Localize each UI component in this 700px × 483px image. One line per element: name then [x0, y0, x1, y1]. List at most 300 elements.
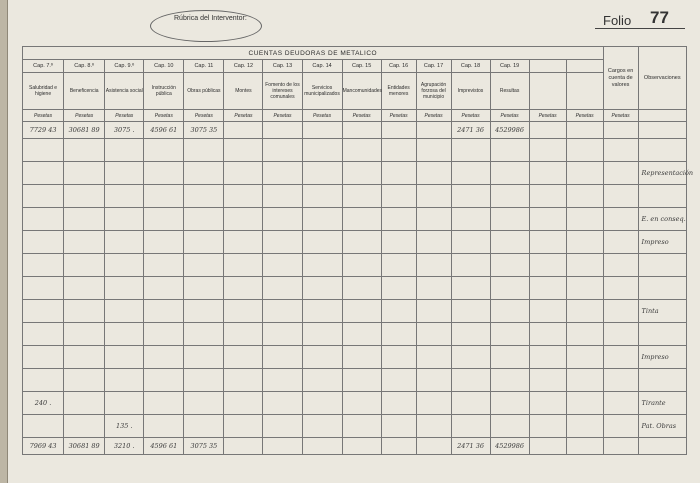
observaciones-cell: [638, 139, 686, 162]
ledger-cell: [105, 300, 144, 323]
ledger-cell: [451, 415, 490, 438]
ledger-cell: [566, 231, 603, 254]
ledger-cell: [105, 139, 144, 162]
cargos-cell: [603, 185, 638, 208]
ledger-cell: [490, 392, 529, 415]
ledger-cell: [451, 277, 490, 300]
ledger-cell: [302, 231, 342, 254]
ledger-cell: [184, 277, 224, 300]
ledger-cell: [342, 438, 381, 455]
ledger-cell: [184, 300, 224, 323]
ledger-cell: [416, 208, 451, 231]
ledger-cell: [184, 139, 224, 162]
chapter-description: Mancomunidades: [342, 73, 381, 110]
ledger-cell: [451, 139, 490, 162]
ledger-cell: [381, 277, 416, 300]
ledger-cell: [263, 122, 302, 139]
ledger-cell: [302, 122, 342, 139]
ledger-cell: [184, 346, 224, 369]
ledger-cell: [184, 162, 224, 185]
table-row: [23, 185, 687, 208]
ledger-cell: [302, 185, 342, 208]
ledger-cell: [342, 208, 381, 231]
ledger-cell: [490, 369, 529, 392]
unit-label: Pesetas: [529, 110, 566, 122]
ledger-cell: [224, 254, 263, 277]
observaciones-cell: [638, 323, 686, 346]
ledger-cell: [184, 231, 224, 254]
chapter-description: [566, 73, 603, 110]
unit-label: Pesetas: [23, 110, 64, 122]
ledger-cell: [263, 162, 302, 185]
cargos-cell: [603, 162, 638, 185]
ledger-cell: [451, 185, 490, 208]
cargos-cell: [603, 415, 638, 438]
ledger-cell: [64, 139, 105, 162]
ledger-cell: 2471 36: [451, 438, 490, 455]
ledger-cell: [105, 231, 144, 254]
ledger-cell: [105, 392, 144, 415]
chapter-label: Cap. 12: [224, 60, 263, 73]
ledger-cell: [302, 208, 342, 231]
ledger-cell: 4596 61: [144, 438, 184, 455]
cargos-cell: [603, 231, 638, 254]
chapter-description: Resultas: [490, 73, 529, 110]
ledger-cell: [381, 438, 416, 455]
table-row: [23, 254, 687, 277]
table-row: [23, 277, 687, 300]
chapter-label: Cap. 13: [263, 60, 302, 73]
ledger-cell: [263, 438, 302, 455]
cargos-cell: [603, 122, 638, 139]
ledger-cell: [23, 369, 64, 392]
cargos-cell: [603, 300, 638, 323]
cargos-header: Cargos en cuenta de valores: [603, 47, 638, 110]
ledger-cell: [64, 277, 105, 300]
ledger-cell: [224, 323, 263, 346]
chapter-label: Cap. 18: [451, 60, 490, 73]
total-row: [23, 438, 687, 455]
ledger-cell: [184, 185, 224, 208]
ledger-cell: [302, 139, 342, 162]
ledger-cell: [263, 369, 302, 392]
ledger-cell: [263, 415, 302, 438]
chapter-label: [566, 60, 603, 73]
ledger-cell: [64, 346, 105, 369]
ledger-cell: 30681 89: [64, 438, 105, 455]
ledger-cell: [105, 323, 144, 346]
chapter-label: Cap. 17: [416, 60, 451, 73]
ledger-cell: [263, 185, 302, 208]
observaciones-cell: Impreso: [638, 346, 686, 369]
ledger-cell: [64, 208, 105, 231]
unit-label: Pesetas: [263, 110, 302, 122]
ledger-cell: [490, 162, 529, 185]
ledger-cell: [381, 392, 416, 415]
ledger-cell: [529, 300, 566, 323]
chapter-label: [529, 60, 566, 73]
ledger-cell: [490, 254, 529, 277]
ledger-cell: 30681 89: [64, 122, 105, 139]
observaciones-cell: [638, 369, 686, 392]
ledger-cell: [529, 122, 566, 139]
chapter-label: Cap. 9.º: [105, 60, 144, 73]
ledger-cell: [342, 254, 381, 277]
binding-edge: [0, 0, 8, 483]
ledger-cell: [64, 392, 105, 415]
ledger-cell: [23, 277, 64, 300]
ledger-cell: [529, 392, 566, 415]
ledger-cell: [23, 139, 64, 162]
chapter-label: Cap. 10: [144, 60, 184, 73]
ledger-table: [22, 46, 694, 455]
ledger-cell: [144, 185, 184, 208]
ledger-cell: [144, 415, 184, 438]
table-row: [23, 139, 687, 162]
ledger-cell: 2471 36: [451, 122, 490, 139]
folio-number: 77: [650, 8, 669, 27]
ledger-cell: [144, 231, 184, 254]
ledger-cell: [416, 162, 451, 185]
unit-label: Pesetas: [566, 110, 603, 122]
ledger-cell: [224, 208, 263, 231]
cargos-cell: [603, 346, 638, 369]
ledger-cell: [224, 122, 263, 139]
ledger-cell: [451, 392, 490, 415]
table-row: [23, 208, 687, 231]
ledger-cell: [381, 139, 416, 162]
unit-row: [23, 110, 687, 122]
ledger-cell: [302, 254, 342, 277]
ledger-cell: [342, 185, 381, 208]
ledger-cell: [224, 231, 263, 254]
ledger-cell: [566, 122, 603, 139]
ledger-cell: [566, 185, 603, 208]
ledger-cell: [263, 231, 302, 254]
unit-label: Pesetas: [302, 110, 342, 122]
ledger-cell: [263, 392, 302, 415]
ledger-cell: [302, 438, 342, 455]
table-row: [23, 323, 687, 346]
cargos-cell: [603, 208, 638, 231]
chapter-label: Cap. 19: [490, 60, 529, 73]
ledger-cell: [416, 415, 451, 438]
table-row: [23, 162, 687, 185]
ledger-cell: [342, 122, 381, 139]
chapter-label: Cap. 11: [184, 60, 224, 73]
ledger-cell: [490, 208, 529, 231]
ledger-cell: [566, 162, 603, 185]
ledger-cell: [529, 346, 566, 369]
observaciones-header: Observaciones: [638, 47, 686, 110]
chapter-label: Cap. 8.º: [64, 60, 105, 73]
ledger-cell: [566, 208, 603, 231]
ledger-cell: [381, 323, 416, 346]
ledger-cell: [263, 139, 302, 162]
ledger-cell: [566, 277, 603, 300]
ledger-cell: [490, 415, 529, 438]
observaciones-unit-cell: [638, 110, 686, 122]
ledger-cell: [144, 323, 184, 346]
ledger-cell: [416, 254, 451, 277]
ledger-cell: [105, 346, 144, 369]
ledger-cell: [23, 185, 64, 208]
chapter-description: Asistencia social: [105, 73, 144, 110]
unit-label: Pesetas: [224, 110, 263, 122]
ledger-cell: [144, 277, 184, 300]
ledger-cell: [23, 415, 64, 438]
observaciones-cell: [638, 122, 686, 139]
ledger-cell: [342, 162, 381, 185]
ledger-cell: [23, 323, 64, 346]
ledger-cell: [224, 438, 263, 455]
ledger-cell: [490, 139, 529, 162]
ledger-cell: [105, 208, 144, 231]
ledger-cell: [566, 346, 603, 369]
ledger-cell: [529, 185, 566, 208]
ledger-cell: [263, 300, 302, 323]
chapter-label: Cap. 14: [302, 60, 342, 73]
unit-label: Pesetas: [184, 110, 224, 122]
ledger-cell: [302, 323, 342, 346]
ledger-cell: [342, 300, 381, 323]
chapter-description: Montes: [224, 73, 263, 110]
ledger-cell: [144, 162, 184, 185]
ledger-cell: [451, 346, 490, 369]
chapter-description: Imprevistos: [451, 73, 490, 110]
ledger-cell: [381, 162, 416, 185]
ledger-cell: [342, 392, 381, 415]
unit-label: Pesetas: [490, 110, 529, 122]
ledger-cell: [416, 369, 451, 392]
chapter-description: Instrucción pública: [144, 73, 184, 110]
table-row: [23, 231, 687, 254]
ledger-cell: [566, 254, 603, 277]
ledger-cell: [184, 392, 224, 415]
cargos-cell: [603, 323, 638, 346]
ledger-cell: [64, 162, 105, 185]
ledger-cell: [416, 300, 451, 323]
ledger-cell: [451, 300, 490, 323]
ledger-cell: [342, 369, 381, 392]
ledger-cell: [566, 323, 603, 346]
table-row: [23, 392, 687, 415]
ledger-cell: [64, 415, 105, 438]
ledger-cell: [224, 369, 263, 392]
cargos-cell: [603, 254, 638, 277]
ledger-cell: [381, 254, 416, 277]
ledger-cell: [416, 122, 451, 139]
ledger-cell: [144, 300, 184, 323]
ledger-cell: [529, 162, 566, 185]
ledger-cell: [224, 300, 263, 323]
ledger-cell: [144, 254, 184, 277]
ledger-cell: [529, 323, 566, 346]
chapter-label: Cap. 7.º: [23, 60, 64, 73]
ledger-cell: [529, 438, 566, 455]
ledger-cell: [105, 254, 144, 277]
ledger-body: [23, 122, 694, 455]
ledger-cell: [342, 231, 381, 254]
ledger-cell: [64, 231, 105, 254]
ledger-cell: [566, 139, 603, 162]
ledger-cell: [416, 277, 451, 300]
table-row: [23, 346, 687, 369]
chapter-label: Cap. 15: [342, 60, 381, 73]
ledger-cell: [381, 415, 416, 438]
ledger-cell: [64, 300, 105, 323]
ledger-cell: [490, 346, 529, 369]
chapter-description: Obras públicas: [184, 73, 224, 110]
ledger-cell: [566, 300, 603, 323]
ledger-cell: [302, 346, 342, 369]
ledger-cell: 240 .: [23, 392, 64, 415]
unit-label: Pesetas: [381, 110, 416, 122]
title-row: [23, 47, 687, 60]
ledger-cell: [144, 392, 184, 415]
table-row: [23, 122, 687, 139]
ledger-cell: [490, 185, 529, 208]
ledger-cell: [184, 254, 224, 277]
unit-label: Pesetas: [144, 110, 184, 122]
chapter-description: Agrupación forzosa del municipio: [416, 73, 451, 110]
ledger-cell: [184, 208, 224, 231]
ledger-cell: [566, 392, 603, 415]
ledger-cell: [23, 254, 64, 277]
ledger-cell: [416, 323, 451, 346]
ledger-cell: [302, 277, 342, 300]
ledger-cell: [451, 369, 490, 392]
observaciones-cell: Impreso: [638, 231, 686, 254]
ledger-cell: [381, 300, 416, 323]
ledger-cell: [451, 162, 490, 185]
ledger-cell: [105, 162, 144, 185]
ledger-cell: [224, 139, 263, 162]
ledger-cell: [302, 162, 342, 185]
ledger-cell: [263, 346, 302, 369]
ledger-cell: [23, 300, 64, 323]
chapter-description: Servicios municipalizados: [302, 73, 342, 110]
ledger-cell: [566, 438, 603, 455]
ledger-cell: [184, 415, 224, 438]
ledger-cell: [144, 346, 184, 369]
ledger-cell: [490, 231, 529, 254]
ledger-cell: [263, 254, 302, 277]
ledger-cell: [342, 415, 381, 438]
ledger-cell: [23, 162, 64, 185]
description-row: [23, 73, 687, 110]
ledger-cell: [381, 346, 416, 369]
ledger-cell: [416, 346, 451, 369]
ledger-cell: [566, 369, 603, 392]
ledger-cell: [224, 162, 263, 185]
ledger-cell: [224, 346, 263, 369]
folio-label: Folio: [603, 13, 632, 28]
ledger-cell: 4529986: [490, 122, 529, 139]
ledger-cell: [451, 323, 490, 346]
ledger-cell: [381, 122, 416, 139]
ledger-cell: [529, 139, 566, 162]
cargos-cell: [603, 392, 638, 415]
chapter-row: [23, 60, 687, 73]
unit-label: Pesetas: [105, 110, 144, 122]
ledger-cell: [381, 231, 416, 254]
ledger-cell: 3075 35: [184, 122, 224, 139]
ledger-cell: [144, 139, 184, 162]
ledger-cell: [451, 208, 490, 231]
ledger-cell: [529, 254, 566, 277]
ledger-cell: 7729 43: [23, 122, 64, 139]
observaciones-cell: Pat. Obras: [638, 415, 686, 438]
chapter-description: Beneficencia: [64, 73, 105, 110]
ledger-cell: [302, 369, 342, 392]
ledger-cell: [451, 254, 490, 277]
ledger-cell: [490, 300, 529, 323]
ledger-cell: 3075 .: [105, 122, 144, 139]
ledger-cell: [224, 415, 263, 438]
ledger-cell: [23, 346, 64, 369]
ledger-cell: [64, 369, 105, 392]
ledger-cell: [566, 415, 603, 438]
ledger-cell: [490, 277, 529, 300]
ledger-cell: [342, 277, 381, 300]
observaciones-cell: E. en conseq.: [638, 208, 686, 231]
ledger-cell: [105, 185, 144, 208]
cargos-cell: [603, 369, 638, 392]
ledger-cell: [451, 231, 490, 254]
ledger-cell: [224, 185, 263, 208]
ledger-cell: [342, 346, 381, 369]
folio-underline: [595, 28, 685, 29]
ledger-cell: [23, 231, 64, 254]
observaciones-cell: [638, 277, 686, 300]
ledger-cell: [263, 208, 302, 231]
ledger-cell: [529, 277, 566, 300]
ledger-cell: [105, 277, 144, 300]
cargos-unit-label: Pesetas: [603, 110, 638, 122]
ledger-cell: 7969 43: [23, 438, 64, 455]
ledger-cell: 4596 61: [144, 122, 184, 139]
observaciones-cell: [638, 438, 686, 455]
ledger-cell: 3210 .: [105, 438, 144, 455]
ledger-cell: [342, 139, 381, 162]
observaciones-cell: Representación: [638, 162, 686, 185]
ledger-cell: [144, 208, 184, 231]
ledger-cell: [224, 277, 263, 300]
ledger-cell: [64, 254, 105, 277]
ledger-cell: [342, 323, 381, 346]
ledger-cell: [105, 369, 144, 392]
ledger-cell: [416, 392, 451, 415]
ledger-cell: [416, 438, 451, 455]
ledger-cell: [529, 231, 566, 254]
ledger-cell: [23, 208, 64, 231]
table-row: [23, 300, 687, 323]
ledger-cell: [302, 415, 342, 438]
unit-label: Pesetas: [342, 110, 381, 122]
unit-label: Pesetas: [451, 110, 490, 122]
ledger-cell: [263, 323, 302, 346]
ledger-cell: [302, 392, 342, 415]
chapter-description: Fomento de los intereses comunales: [263, 73, 302, 110]
ledger-cell: [416, 139, 451, 162]
table-title: CUENTAS DEUDORAS DE METALICO: [23, 47, 604, 60]
chapter-description: Salubridad e higiene: [23, 73, 64, 110]
ledger-cell: [184, 323, 224, 346]
ledger-cell: [381, 185, 416, 208]
ledger-cell: 135 .: [105, 415, 144, 438]
ledger-cell: [64, 185, 105, 208]
